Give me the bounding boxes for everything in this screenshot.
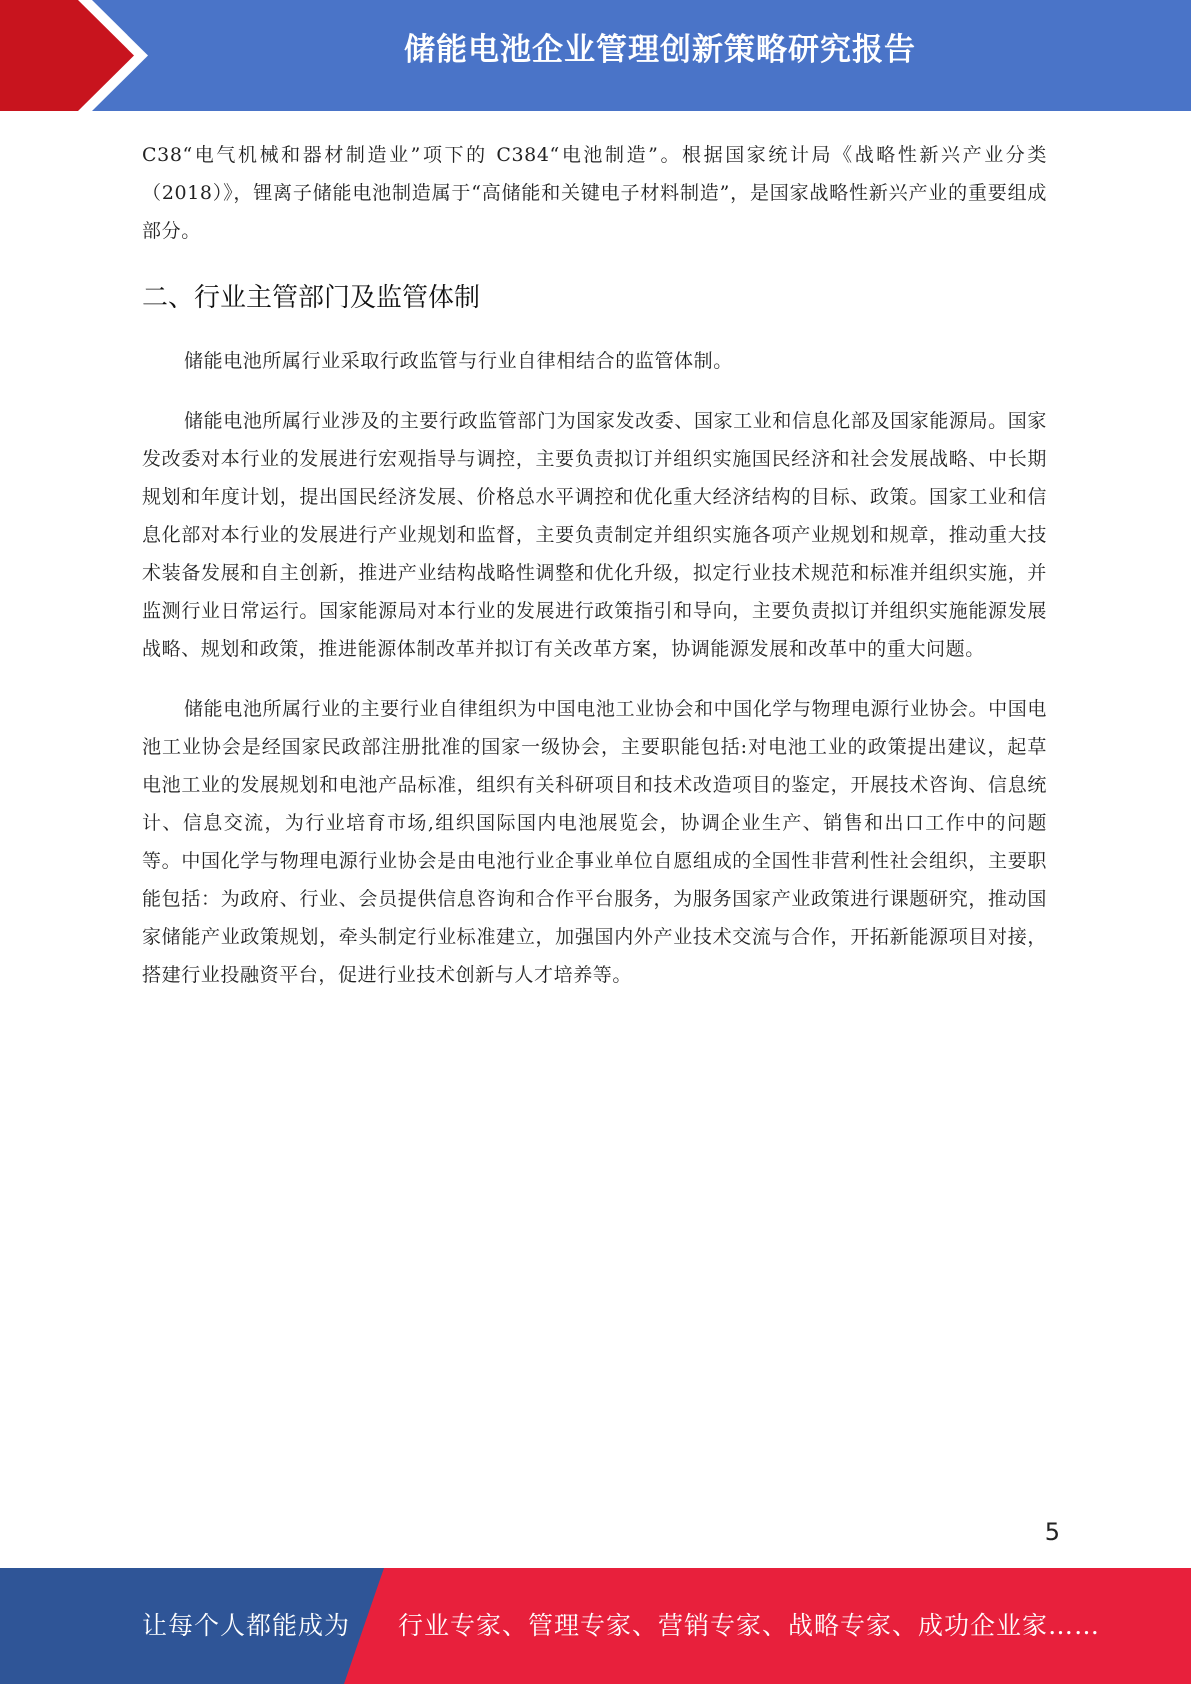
page-content [142, 136, 1047, 994]
paragraph-administrative-departments: 储能电池所属行业涉及的主要行政监管部门为国家发改委、国家工业和信息化部及国家能源局。国家发改委对本行业的发展进行宏观指导与调控，主要负责拟订并组织实施国民经济和社会发展战略、中长期规划和年度计划，提出国民经济发展、价格总水平调控和优化重大经济结构的目标、政策。国家工业和信息化部对本行业的发展进行产业规划和监督，主要负责制定并组织实施各项产业规划和规章，推动重大技术装备发展和自主创新，推进产业结构战略性调整和优化升级，拟定行业技术规范和标准并组织实施，并监测行业日常运行。国家能源局对本行业的发展进行政策指引和导向，主要负责拟订并组织实施能源发展战略、规划和政策，推进能源体制改革并拟订有关改革方案，协调能源发展和改革中的重大问题。 [142, 410, 1047, 660]
paragraph-supervision-system: 储能电池所属行业采取行政监管与行业自律相结合的监管体制。 [184, 350, 733, 372]
paragraph-industry-associations: 储能电池所属行业的主要行业自律组织为中国电池工业协会和中国化学与物理电源行业协会。中国电池工业协会是经国家民政部注册批准的国家一级协会，主要职能包括:对电池工业的政策提出建议，起草电池工业的发展规划和电池产品标准，组织有关科研项目和技术改造项目的鉴定，开展技术咨询、信息统计、信息交流，为行业培育市场,组织国际国内电池展览会，协调企业生产、销售和出口工作中的问题等。中国化学与物理电源行业协会是由电池行业企事业单位自愿组成的全国性非营利性社会组织，主要职能包括：为政府、行业、会员提供信息咨询和合作平台服务，为服务国家产业政策进行课题研究，推动国家储能产业政策规划，牵头制定行业标准建立，加强国内外产业技术交流与合作，开拓新能源项目对接，搭建行业投融资平台，促进行业技术创新与人才培养等。 [142, 698, 1047, 986]
page-header [0, 0, 1191, 111]
header-chevron-icon [0, 0, 160, 111]
intro-paragraph: C38“电气机械和器材制造业”项下的 C384“电池制造”。根据国家统计局《战略性新兴产业分类（2018）》，锂离子储能电池制造属于“高储能和关键电子材料制造”，是国家战略性新兴产业的重要组成部分。 [142, 144, 1047, 242]
footer-slogan-left: 让每个人都能成为 [142, 1611, 351, 1640]
section-title: 二、行业主管部门及监管体制 [142, 283, 481, 313]
page-number: 5 [1044, 1518, 1060, 1546]
page-footer [0, 1568, 1191, 1684]
report-title: 储能电池企业管理创新策略研究报告 [404, 32, 916, 68]
footer-slogan-right: 行业专家、管理专家、营销专家、战略专家、成功企业家…… [398, 1611, 1101, 1640]
